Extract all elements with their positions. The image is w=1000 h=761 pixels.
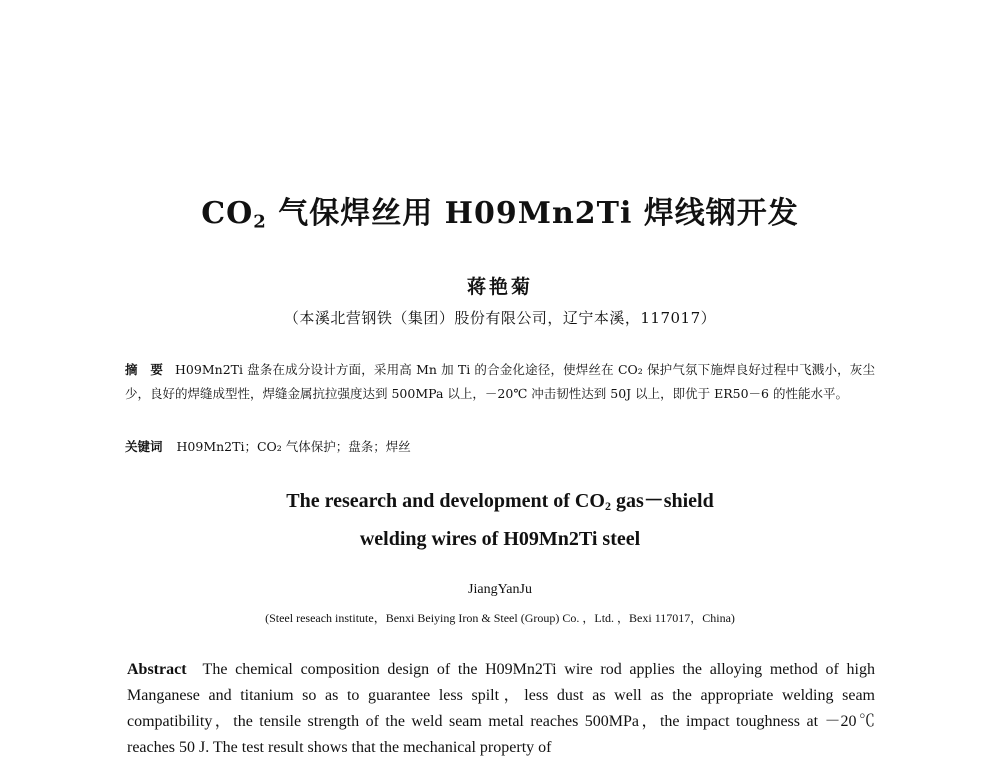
chinese-keywords-label: 关键词 (125, 439, 163, 454)
english-title-line-1 (0, 485, 1000, 523)
english-affiliation: (Steel reseach institute，Benxi Beiying Iron & Steel (Group) Co. ，Ltd. ，Bexi 117017，China) (265, 611, 735, 625)
chinese-title-post: 气保焊丝用 H09Mn2Ti 焊线钢开发 (266, 196, 799, 231)
english-abstract-label: Abstract (127, 661, 187, 678)
english-abstract (127, 657, 875, 761)
chinese-affiliation: （本溪北营钢铁（集团）股份有限公司，辽宁本溪，117017） (283, 309, 717, 327)
chinese-title-subscript: 2 (253, 211, 267, 233)
chinese-abstract-text: H09Mn2Ti 盘条在成分设计方面，采用高 Mn 加 Ti 的合金化途径，使焊丝在 CO₂ 保护气氛下施焊良好过程中飞溅小，灰尘少，良好的焊缝成型性，焊缝金属抗拉强度达到 500MPa 以上，－20℃ 冲击韧性达到 50J 以上，即优于 ER50－6 的性能水平。 (125, 362, 875, 401)
english-title (0, 485, 1000, 556)
chinese-author: 蒋艳菊 (466, 276, 533, 298)
chinese-title-pre: CO (201, 196, 254, 231)
chinese-keywords-text: H09Mn2Ti；CO₂ 气体保护；盘条；焊丝 (176, 439, 411, 454)
chinese-keywords (125, 437, 875, 457)
english-abstract-text: The chemical composition design of the H09Mn2Ti wire rod applies the alloying method of high Manganese and titanium so as to guarantee less spilt，less dust as well as the appropriate welding seam compatibility，the tensile strength of the weld seam metal reaches 500MPa，the impact toughness at －20℃ reaches 50 J. The test result shows that the mechanical property of (127, 661, 875, 756)
english-title-line-2: welding wires of H09Mn2Ti steel (359, 528, 641, 550)
english-title-line-1-pre: The research and development of CO (286, 490, 605, 512)
chinese-abstract-label: 摘 要 (125, 362, 164, 377)
chinese-abstract (125, 358, 875, 406)
english-title-subscript: 2 (604, 499, 611, 513)
chinese-title (0, 188, 1000, 233)
english-title-line-1-post: gas－shield (610, 490, 714, 512)
english-author: JiangYanJu (468, 582, 532, 597)
